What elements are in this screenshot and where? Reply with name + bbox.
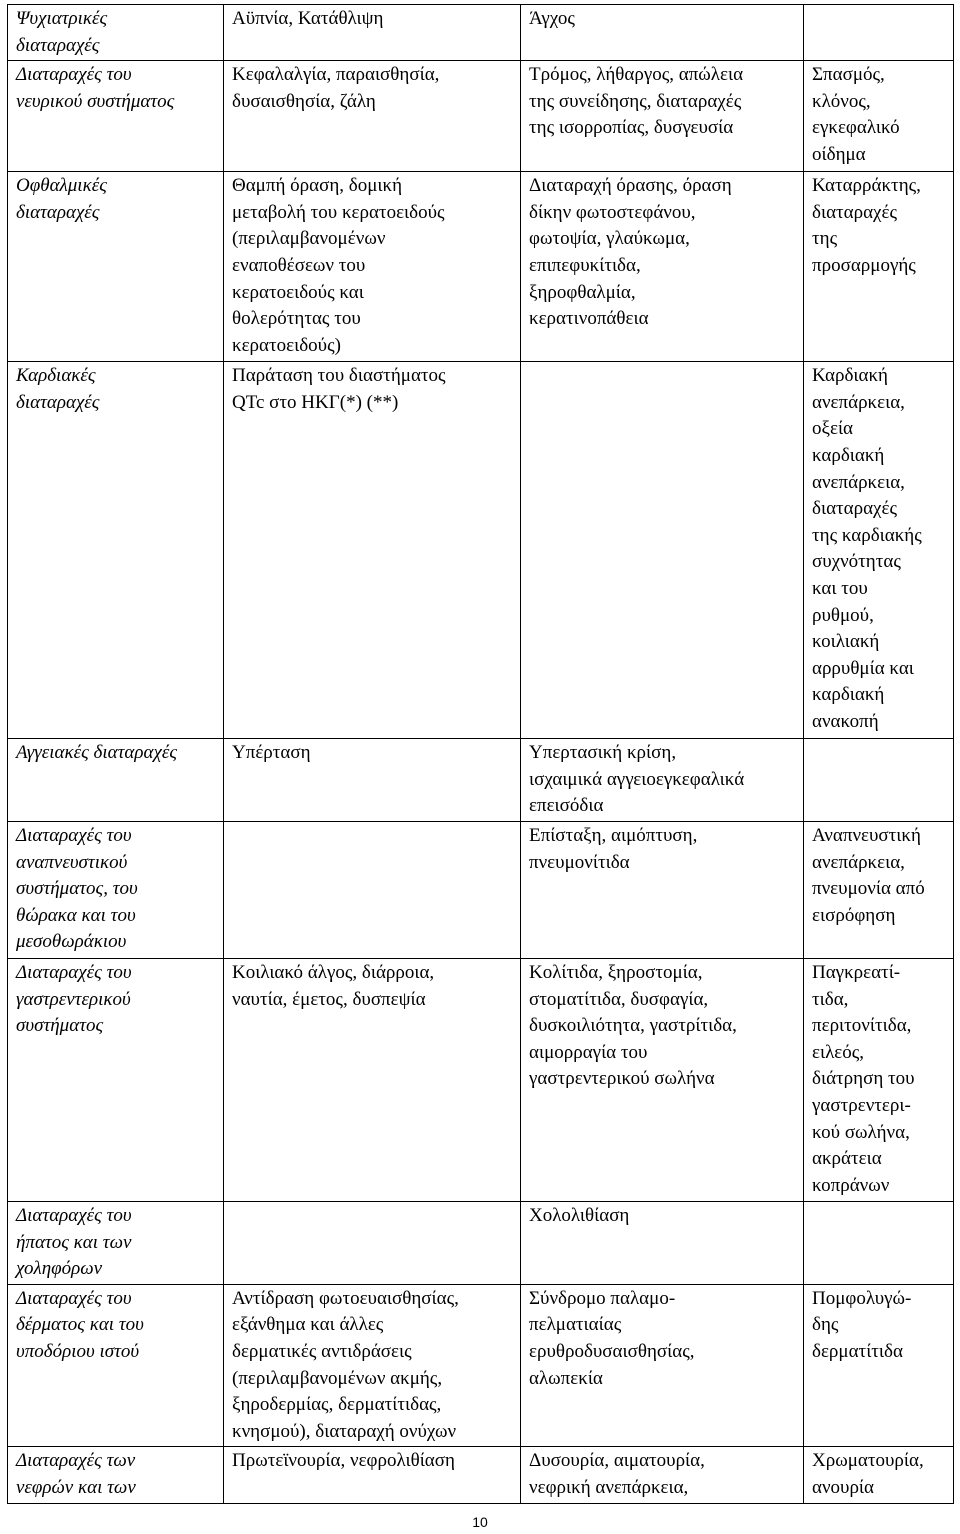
common-reactions-cell: Αντίδραση φωτοευαισθησίας, εξάνθημα και άλλες δερματικές αντιδράσεις (περιλαμβανομένων ακμής, ξηροδερμίας, δερματίτιδας, κνησμού), διαταραχή ονύχων [224,1284,521,1447]
common-reactions-cell: Πρωτεϊνουρία, νεφρολιθίαση [224,1447,521,1503]
rare-reactions-cell: Παγκρεατί- τιδα, περιτονίτιδα, ειλεός, διάτρηση του γαστρεντερι- κού σωλήνα, ακράτεια κοπράνων [804,958,954,1201]
table-row-skin [8,1284,954,1447]
organ-class-cell: Διαταραχές του ήπατος και των χοληφόρων [8,1201,224,1284]
common-reactions-cell: Παράταση του διαστήματος QTc στο ΗΚΓ(*) (**) [224,362,521,739]
common-reactions-cell: Αϋπνία, Κατάθλιψη [224,5,521,61]
table-row-respiratory [8,821,954,958]
uncommon-reactions-cell: Χολολιθίαση [521,1201,804,1284]
rare-reactions-cell: Χρωματουρία, ανουρία [804,1447,954,1503]
uncommon-reactions-cell: Σύνδρομο παλαμο- πελματιαίας ερυθροδυσαισθησίας, αλωπεκία [521,1284,804,1447]
common-reactions-cell [224,1201,521,1284]
organ-class-cell: Οφθαλμικές διαταραχές [8,172,224,362]
organ-class-cell: Διαταραχές του δέρματος και του υποδόριου ιστού [8,1284,224,1447]
rare-reactions-cell: Αναπνευστική ανεπάρκεια, πνευμονία από εισρόφηση [804,821,954,958]
uncommon-reactions-cell: Κολίτιδα, ξηροστομία, στοματίτιδα, δυσφαγία, δυσκοιλιότητα, γαστρίτιδα, αιμορραγία του γαστρεντερικού σωλήνα [521,958,804,1201]
common-reactions-cell: Θαμπή όραση, δομική μεταβολή του κερατοειδούς (περιλαμβανομένων εναποθέσεων του κερατοειδούς και θολερότητας του κερατοειδούς) [224,172,521,362]
table-row-vascular [8,739,954,822]
page-number: 10 [472,1514,488,1530]
organ-class-cell: Διαταραχές του γαστρεντερικού συστήματος [8,958,224,1201]
common-reactions-cell: Κεφαλαλγία, παραισθησία, δυσαισθησία, ζάλη [224,61,521,172]
rare-reactions-cell: Σπασμός, κλόνος, εγκεφαλικό οίδημα [804,61,954,172]
rare-reactions-cell: Καρδιακή ανεπάρκεια, οξεία καρδιακή ανεπάρκεια, διαταραχές της καρδιακής συχνότητας και του ρυθμού, κοιλιακή αρρυθμία και καρδιακή ανακοπή [804,362,954,739]
organ-class-cell: Ψυχιατρικές διαταραχές [8,5,224,61]
rare-reactions-cell [804,5,954,61]
uncommon-reactions-cell: Άγχος [521,5,804,61]
adverse-reactions-table [7,4,954,1504]
organ-class-cell: Διαταραχές του νευρικού συστήματος [8,61,224,172]
uncommon-reactions-cell: Δυσουρία, αιματουρία, νεφρική ανεπάρκεια, [521,1447,804,1503]
common-reactions-cell [224,821,521,958]
common-reactions-cell: Κοιλιακό άλγος, διάρροια, ναυτία, έμετος, δυσπεψία [224,958,521,1201]
table-row-nervous-system [8,61,954,172]
table-row-gastrointestinal [8,958,954,1201]
table-row-psychiatric [8,5,954,61]
table-row-renal [8,1447,954,1503]
uncommon-reactions-cell: Επίσταξη, αιμόπτυση, πνευμονίτιδα [521,821,804,958]
rare-reactions-cell: Πομφολυγώ- δης δερματίτιδα [804,1284,954,1447]
table-row-cardiac [8,362,954,739]
organ-class-cell: Καρδιακές διαταραχές [8,362,224,739]
table-row-hepatobiliary [8,1201,954,1284]
organ-class-cell: Αγγειακές διαταραχές [8,739,224,822]
rare-reactions-cell [804,739,954,822]
rare-reactions-cell: Καταρράκτης, διαταραχές της προσαρμογής [804,172,954,362]
common-reactions-cell: Υπέρταση [224,739,521,822]
uncommon-reactions-cell: Υπερτασική κρίση, ισχαιμικά αγγειοεγκεφαλικά επεισόδια [521,739,804,822]
table-row-eye [8,172,954,362]
organ-class-cell: Διαταραχές των νεφρών και των [8,1447,224,1503]
rare-reactions-cell [804,1201,954,1284]
uncommon-reactions-cell [521,362,804,739]
organ-class-cell: Διαταραχές του αναπνευστικού συστήματος, του θώρακα και του μεσοθωράκιου [8,821,224,958]
uncommon-reactions-cell: Διαταραχή όρασης, όραση δίκην φωτοστεφάνου, φωτοψία, γλαύκωμα, επιπεφυκίτιδα, ξηροφθαλμία, κερατινοπάθεια [521,172,804,362]
uncommon-reactions-cell: Τρόμος, λήθαργος, απώλεια της συνείδησης, διαταραχές της ισορροπίας, δυσγευσία [521,61,804,172]
